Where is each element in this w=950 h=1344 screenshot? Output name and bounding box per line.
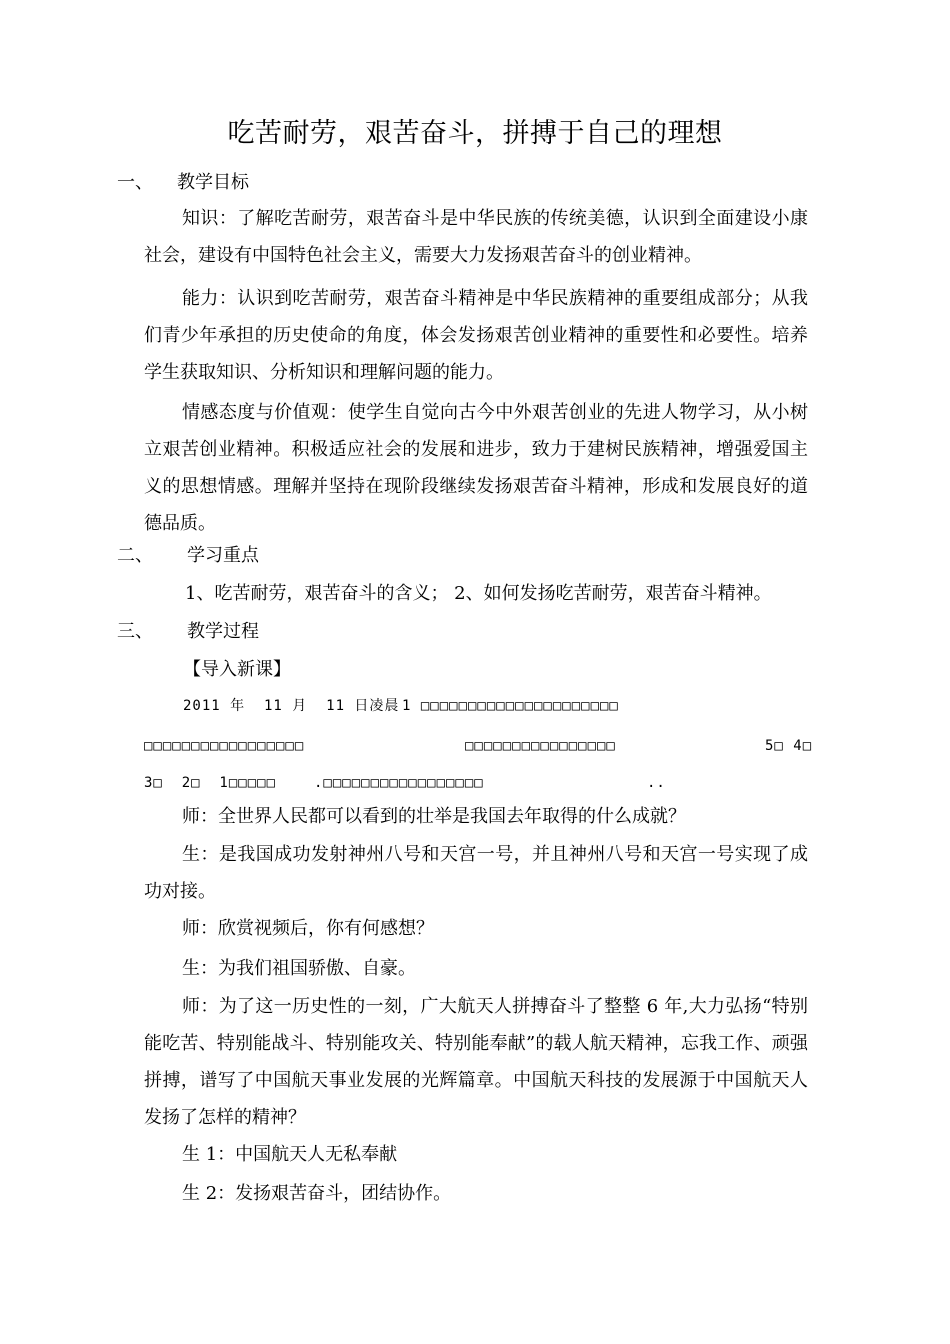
dialog-line: 师：欣赏视频后，你有何感想？: [182, 918, 434, 939]
section-heading-key-points: [117, 543, 417, 569]
section-label: 学习重点: [187, 545, 259, 566]
goal-attitude: 情感态度与价值观：使学生自觉向古今中外艰苦创业的先进人物学习，从小树立艰苦创业精神。积极适应社会的发展和进步，致力于建树民族精神，增强爱国主义的思想情感。理解并坚持在现阶段继续发扬艰苦奋斗精神，形成和发展良好的道德品质。: [144, 402, 808, 534]
section-number: 一、: [117, 172, 153, 193]
garbled-text: □□□□□□□□□□□□□□□□: [465, 738, 616, 754]
section-heading-process: [117, 619, 417, 645]
dialog-line: 生 1：中国航天人无私奉献: [182, 1144, 398, 1165]
garbled-text: □□□□□□□□□□□□□□□□□: [144, 738, 305, 754]
garbled-text: ..: [647, 775, 666, 791]
garbled-text: 3□ 2□ 1□□□□□: [144, 775, 277, 791]
section-number: 二、: [117, 545, 153, 566]
goal-knowledge: 知识：了解吃苦耐劳，艰苦奋斗是中华民族的传统美德，认识到全面建设小康社会，建设有中国特色社会主义，需要大力发扬艰苦奋斗的创业精神。: [144, 208, 808, 266]
garbled-text: 5□ 4□: [765, 738, 813, 754]
dialog-line: 生：为我们祖国骄傲、自豪。: [182, 958, 416, 979]
garbled-text: .□□□□□□□□□□□□□□□□□: [314, 775, 484, 791]
goal-ability: 能力：认识到吃苦耐劳，艰苦奋斗精神是中华民族精神的重要组成部分；从我们青少年承担的历史使命的角度，体会发扬艰苦创业精神的重要性和必要性。培养学生获取知识、分析知识和理解问题的能力。: [144, 288, 808, 383]
key-points-text: 1、吃苦耐劳，艰苦奋斗的含义； 2、如何发扬吃苦耐劳，艰苦奋斗精神。: [185, 583, 772, 604]
section-label: 教学目标: [177, 172, 249, 193]
document-title: 吃苦耐劳，艰苦奋斗，拼搏于自己的理想: [227, 118, 723, 149]
garbled-text: 2011 年 11 月 11 日凌晨: [183, 698, 400, 714]
section-number: 三、: [117, 621, 153, 642]
garbled-text: 1 □□□□□□□□□□□□□□□□□□□□□: [402, 698, 619, 714]
dialog-line: 师：为了这一历史性的一刻，广大航天人拼搏奋斗了整整 6 年,大力弘扬“特别能吃苦、特别能战斗、特别能攻关、特别能奉献”的载人航天精神，忘我工作、顽强拼搏，谱写了中国航天事业发展的光辉篇章。中国航天科技的发展源于中国航天人发扬了怎样的精神？: [144, 996, 808, 1128]
dialog-line: 生：是我国成功发射神州八号和天宫一号，并且神州八号和天宫一号实现了成功对接。: [144, 844, 808, 902]
dialog-line: 师：全世界人民都可以看到的壮举是我国去年取得的什么成就？: [182, 806, 686, 827]
intro-label: 【导入新课】: [183, 659, 291, 680]
section-heading-goals: [117, 170, 417, 196]
section-label: 教学过程: [187, 621, 259, 642]
dialog-line: 生 2：发扬艰苦奋斗，团结协作。: [182, 1183, 452, 1204]
